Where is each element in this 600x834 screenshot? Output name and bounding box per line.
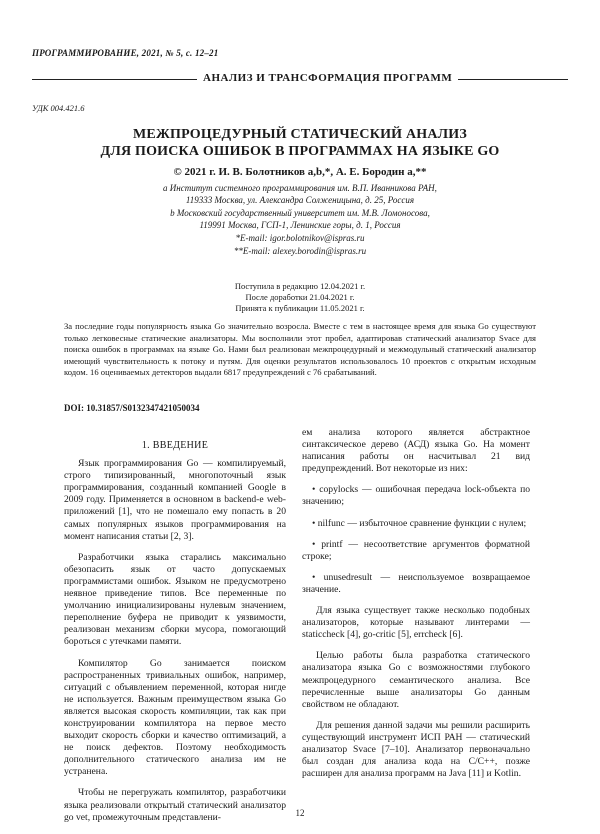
right-column xyxy=(302,427,530,789)
bullet-printf: • printf — несоответствие аргументов форматной строке; xyxy=(302,538,530,562)
paper-title xyxy=(32,126,568,160)
affiliation-b-line-1: b Московский государственный университет им. М.В. Ломоносова, xyxy=(170,208,430,218)
abstract: За последние годы популярность языка Go значительно возросла. Вместе с тем в настоящее время для языка Go существуют только легковесные статические анализаторы. Мы восполнили этот пробел, адаптировав статический анализатор Svace для поиска ошибок в программах на языке Go. Нами был реализован межпроцедурный и межмодульный статический анализатор имеющий чувствительность к потоку и путям. Для оценки результатов использовалось 10 проектов с открытым исходным кодом. 16 оцениваемых детекторов выдали 6817 предупреждений с 76 срабатываний. xyxy=(64,321,536,377)
bullet-nilfunc: • nilfunc — избыточное сравнение функции с нулем; xyxy=(312,517,527,529)
dates-block xyxy=(32,281,568,314)
section-banner xyxy=(32,72,568,86)
udk-code: УДК 004.421.6 xyxy=(32,103,85,113)
bullet-copylocks: • copylocks — ошибочная передача lock-объекта по значению; xyxy=(302,484,530,508)
right-paragraph-4: Для решения данной задачи мы решили расширить существующий инструмент ИСП РАН — статический анализатор Svace [7–10]. Анализатор первоначально был создан для анализа кода на C/C++, позже расширен для анализа программ на Java [11] и Kotlin. xyxy=(302,719,530,780)
bullet-unusedresult: • unusedresult — неиспользуемое возвращаемое значение. xyxy=(302,571,530,595)
date-received: Поступила в редакцию 12.04.2021 г. xyxy=(234,281,366,291)
right-paragraph-3: Целью работы была разработка статического анализатора языка Go с возможностями глубокого межпроцедурного семантического анализа. Все перечисленные выше анализаторы Go данным свойством не обладают. xyxy=(302,650,530,710)
date-accepted: Принята к публикации 11.05.2021 г. xyxy=(235,303,365,313)
journal-header: ПРОГРАММИРОВАНИЕ, 2021, № 5, с. 12–21 xyxy=(32,48,219,58)
title-line-2: ДЛЯ ПОИСКА ОШИБОК В ПРОГРАММАХ НА ЯЗЫКЕ GO xyxy=(100,144,500,159)
section-heading: АНАЛИЗ И ТРАНСФОРМАЦИЯ ПРОГРАММ xyxy=(197,72,458,84)
authors: © 2021 г. И. В. Болотников a,b,*, А. Е. Бородин a,** xyxy=(173,166,427,178)
left-paragraph-4: Чтобы не перегружать компилятор, разработчики языка реализовали открытый статический анализатор go vet, промежуточным представлени- xyxy=(64,787,286,823)
doi: DOI: 10.31857/S0132347421050034 xyxy=(64,403,200,413)
left-paragraph-1: Язык программирования Go — компилируемый, строго типизированный, многопоточный язык программирования, созданный компанией Google в 2009 году. Применяется в основном в backend-е web-приложений [1], что не помешало ему попасть в 20 самых популярных языков программирования на момент написания статьи [2, 3]. xyxy=(64,458,286,542)
left-paragraph-3: Компилятор Go занимается поиском распространенных тривиальных ошибок, например, ситуаций с объявлением переменной, которая нигде не используется. Важным преимуществом языка Go является высокая скорость компиляции, так как при конструировании компилятора на первое место выходит скорость сборки и качество оптимизаций, а не поиск дефектов. Поэтому необходимость дополнительного статического анализа им не устранена. xyxy=(64,657,286,778)
page-number: 12 xyxy=(295,808,305,818)
left-paragraph-2: Разработчики языка старались максимально обезопасить язык от часто допускаемых программистами ошибок. Языком не предусмотрено неявное приведение типов. Все переменные по умолчанию инициализированы нулевым значением, переполнение буфера не приводит к уязвимости, реализован механизм сборки мусора, помогающий бороться с утечками памяти. xyxy=(64,551,286,648)
left-column xyxy=(64,440,286,833)
right-paragraph-2: Для языка существует также несколько подобных анализаторов, которые называют линтерами — staticcheck [4], go-critic [5], errcheck [6]. xyxy=(302,605,530,641)
email-2: **E-mail: alexey.borodin@ispras.ru xyxy=(233,246,367,256)
title-line-1: МЕЖПРОЦЕДУРНЫЙ СТАТИЧЕСКИЙ АНАЛИЗ xyxy=(133,127,467,142)
email-1: *E-mail: igor.bolotnikov@ispras.ru xyxy=(235,233,365,243)
affiliation-a-line-1: a Институт системного программирования им. В.П. Иванникова РАН, xyxy=(163,183,437,193)
date-revised: После доработки 21.04.2021 г. xyxy=(245,292,355,302)
affiliation-b-line-2: 119991 Москва, ГСП-1, Ленинские горы, д. 1, Россия xyxy=(199,220,401,230)
right-paragraph-1: ем анализа которого является абстрактное синтаксическое дерево (АСД) языка Go. На момент написания работы он насчитывал 21 вид предупреждений. Вот некоторые из них: xyxy=(302,427,530,475)
intro-heading: 1. ВВЕДЕНИЕ xyxy=(141,440,209,451)
affiliation-a-line-2: 119333 Москва, ул. Александра Солженицына, д. 25, Россия xyxy=(185,195,415,205)
